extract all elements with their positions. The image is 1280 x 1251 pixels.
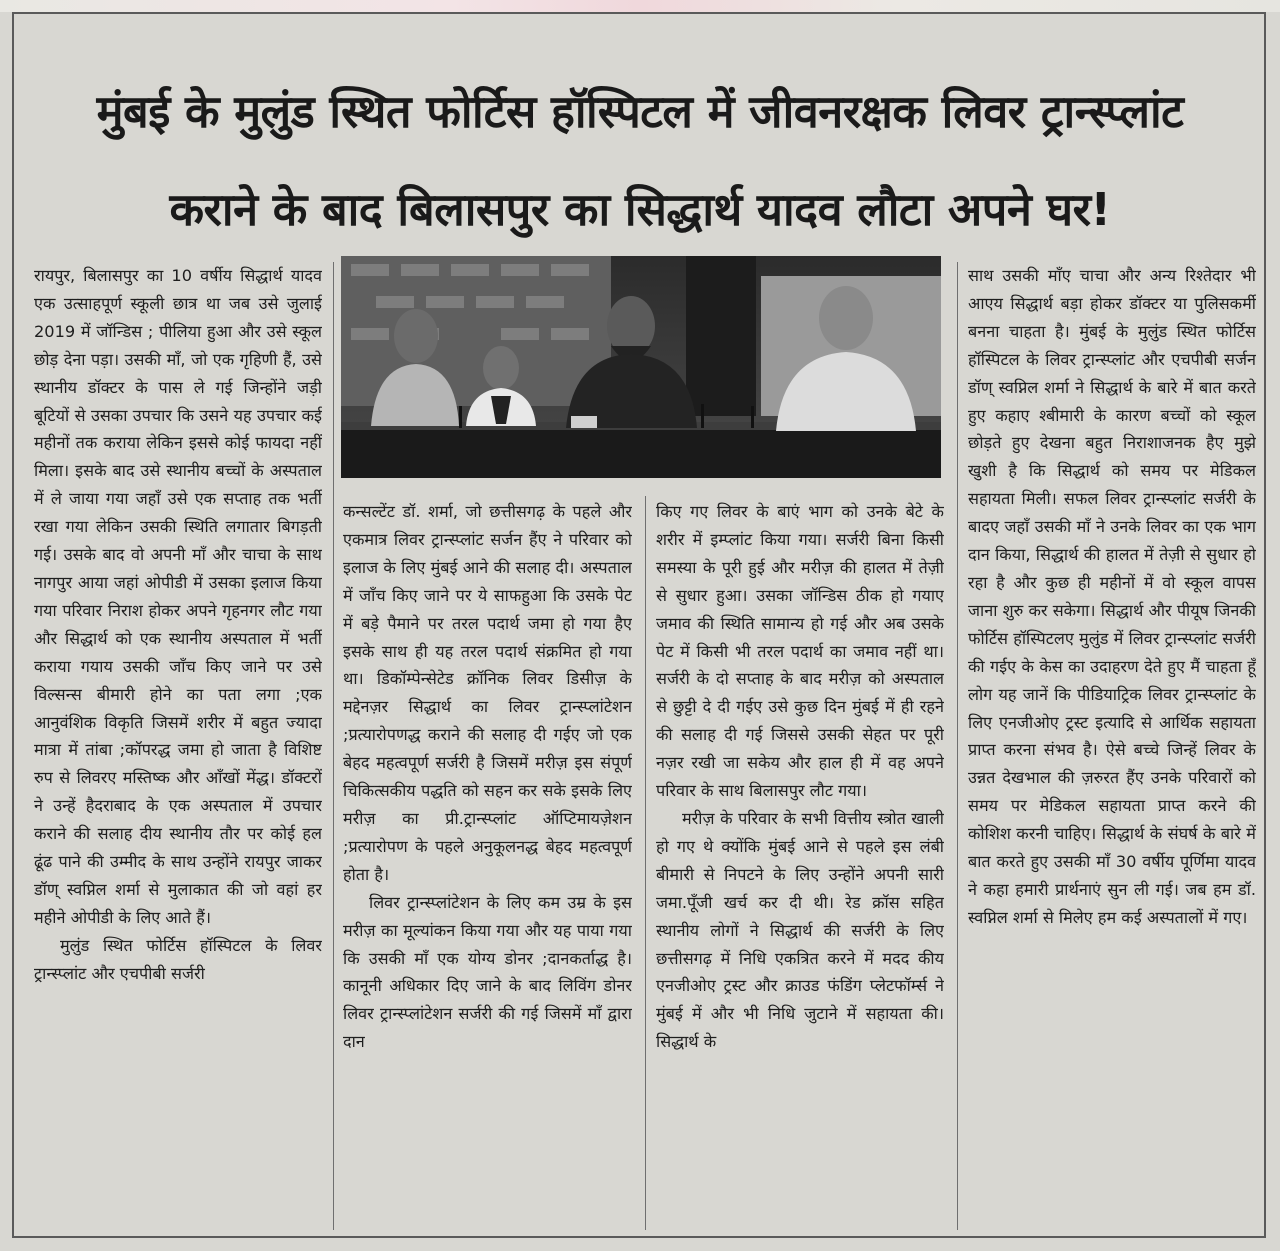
photo-illustration [341, 256, 941, 478]
column-rule-3 [957, 262, 958, 1230]
press-conference-photo [341, 256, 941, 478]
col1-paragraph-2: मुलुंड स्थित फोर्टिस हॉस्पिटल के लिवर ट्रान्स्प्लांट और एचपीबी सर्जरी [34, 935, 322, 983]
column-rule-2 [645, 496, 646, 1230]
article-column-1 [34, 262, 322, 1232]
headline-line-2: कराने के बाद बिलासपुर का सिद्धार्थ यादव लौटा अपने घर! [169, 183, 1111, 236]
col4-paragraph-1: साथ उसकी माँए चाचा और अन्य रिश्तेदार भी आएय सिद्धार्थ बड़ा होकर डॉक्टर या पुलिसकर्मी बनना चाहता है। मुंबई के मुलुंड स्थित फोर्टिस हॉस्पिटल के लिवर ट्रान्स्प्लांट और एचपीबी सर्जन डॉण् स्वप्निल शर्मा ने सिद्धार्थ के बारे में बात करते हुए कहाए श्बीमारी के कारण बच्चों को स्कूल छोड़ते हुए देखना बहुत निराशाजनक हैए मुझे खुशी है कि सिद्धार्थ को समय पर मेडिकल सहायता मिली। सफल लिवर ट्रान्स्प्लांट सर्जरी के बादए जहाँ उसकी माँ ने उनके लिवर का एक भाग दान किया, सिद्धार्थ की हालत में तेज़ी से सुधार हो रहा है और कुछ ही महीनों में वो स्कूल वापस जाना शुरु कर सकेगा। सिद्धार्थ और पीयूष जिनकी फोर्टिस हॉस्पिटलए मुलुंड में लिवर ट्रान्स्प्लांट सर्जरी की गईए के केस का उदाहरण देते हुए मैं चाहता हूँ लोग यह जानें कि पीडियाट्रिक लिवर ट्रान्स्प्लांट के लिए एनजीओए ट्रस्ट इत्यादि से आर्थिक सहायता प्राप्त करना संभव है। ऐसे बच्चे जिन्हें लिवर के उन्नत देखभाल की ज़रुरत हैंए उनके परिवारों को समय पर मेडिकल सहायता प्राप्त करने की कोशिश करनी चाहिए। सिद्धार्थ के संघर्ष के बारे में बात करते हुए उसकी माँ 30 वर्षीय पूर्णिमा यादव ने कहा हमारी प्रार्थनाएं सुन ली गई। जब हम डॉ. स्वप्निल शर्मा से मिलेए हम कई अस्पतालों में गए। [968, 266, 1256, 927]
col2-paragraph-2: लिवर ट्रान्स्प्लांटेशन के लिए कम उम्र के इस मरीज़ का मूल्यांकन किया गया और यह पाया गया कि उसकी माँ एक योग्य डोनर ;दानकर्ताद्ध है। कानूनी अधिकार दिए जाने के बाद लिविंग डोनर लिवर ट्रान्स्प्लांटेशन सर्जरी की गई जिसमें माँ द्वारा दान [343, 892, 632, 1052]
col2-paragraph-1: कन्सल्टेंट डॉ. शर्मा, जो छत्तीसगढ़ के पहले और एकमात्र लिवर ट्रान्स्प्लांट सर्जन हैंए ने परिवार को इलाज के लिए मुंबई आने की सलाह दी। अस्पताल में जाँच किए जाने पर ये साफहुआ कि उसके पेट में बड़े पैमाने पर तरल पदार्थ जमा हो गया हैए इसके साथ ही यह तरल पदार्थ संक्रमित हो गया था। डिकॉम्पेन्सेटेड क्रॉनिक लिवर डिसीज़ के मद्देनज़र सिद्धार्थ का लिवर ट्रान्स्प्लांटेशन ;प्रत्यारोपणद्ध कराने की सलाह दी गईए जो एक बेहद महत्वपूर्ण सर्जरी है जिसमें मरीज़ इस संपूर्ण चिकित्सकीय पद्धति को सहन कर सके इसके लिए मरीज़ का प्री.ट्रान्स्प्लांट ऑप्टिमायज़ेशन ;प्रत्यारोपण के पहले अनुकूलनद्ध बेहद महत्वपूर्ण होता है। [343, 502, 632, 884]
col3-paragraph-2: मरीज़ के परिवार के सभी वित्तीय स्त्रोत खाली हो गए थे क्योंकि मुंबई आने से पहले इस लंबी बीमारी से निपटने के लिए उन्होंने अपनी सारी जमा.पूँजी खर्च कर दी थी। रेड क्रॉस सहित स्थानीय लोगों ने सिद्धार्थ की सर्जरी के लिए छत्तीसगढ़ में निधि एकत्रित करने में मदद कीय एनजीओए ट्रस्ट और क्राउड फंडिंग प्लेटफॉर्म्स ने मुंबई में और भी निधि जुटाने में सहायता की। सिद्धार्थ के [656, 808, 944, 1052]
column-rule-1 [333, 262, 334, 1230]
headline-line-1: मुंबई के मुलुंड स्थित फोर्टिस हॉस्पिटल में जीवनरक्षक लिवर ट्रान्स्प्लांट [96, 85, 1184, 138]
col1-paragraph-1: रायपुर, बिलासपुर का 10 वर्षीय सिद्धार्थ यादव एक उत्साहपूर्ण स्कूली छात्र था जब उसे जुलाई 2019 में जॉन्डिस ; पीलिया हुआ और उसे स्कूल छोड़ देना पड़ा। उसकी माँ, जो एक गृहिणी हैं, उसे स्थानीय डॉक्टर के पास ले गई जिन्होंने जड़ी बूटियों से उसका उपचार कि उसने यह उपचार कई महीनों तक कराया लेकिन इससे कोई फायदा नहीं मिला। इसके बाद उसे स्थानीय बच्चों के अस्पताल में ले जाया गया जहाँ उसे एक सप्ताह तक भर्ती रखा गया लेकिन उसकी स्थिति लगातार बिगड़ती गई। उसके बाद वो अपनी माँ और चाचा के साथ नागपुर आया जहां ओपीडी में उसका इलाज किया गया परिवार निराश होकर अपने गृहनगर लौट गया और सिद्धार्थ को एक स्थानीय अस्पताल में भर्ती कराया गयाय उसकी जाँच किए जाने पर उसे विल्सन्स बीमारी होने का पता लगा ;एक आनुवंशिक विकृति जिसमें शरीर में बहुत ज्यादा मात्रा में तांबा ;कॉपरद्ध जमा हो जाता है विशिष्ट रुप से लिवरए मस्तिष्क और आँखों मेंद्ध। डॉक्टरों ने उन्हें हैदराबाद के एक अस्पताल में उपचार कराने की सलाह दीय स्थानीय तौर पर कोई हल ढूंढ पाने की उम्मीद के साथ उन्होंने रायपुर जाकर डॉण् स्वप्निल शर्मा से मुलाकात की जो वहां हर महीने ओपीडी के लिए आते हैं। [34, 266, 322, 927]
col3-paragraph-1: किए गए लिवर के बाएं भाग को उनके बेटे के शरीर में इम्प्लांट किया गया। सर्जरी बिना किसी समस्या के पूरी हुई और मरीज़ की हालत में तेज़ी से सुधार हुआ। उसका जॉन्डिस ठीक हो गयाए जमाव की स्थिति सामान्य हो गई और अब उसके पेट में किसी भी तरल पदार्थ का जमाव नहीं था। सर्जरी के दो सप्ताह के बाद मरीज़ को अस्पताल से छुट्टी दे दी गईए उसे कुछ दिन मुंबई में ही रहने की सलाह दी गई जिससे उसकी सेहत पर पूरी नज़र रखी जा सकेय और हाल ही में वह अपने परिवार के साथ बिलासपुर लौट गया। [656, 502, 944, 801]
article-column-2 [343, 498, 632, 1232]
page-top-strip [0, 0, 1280, 12]
article-column-4 [968, 262, 1256, 1232]
article-column-3 [656, 498, 944, 1232]
